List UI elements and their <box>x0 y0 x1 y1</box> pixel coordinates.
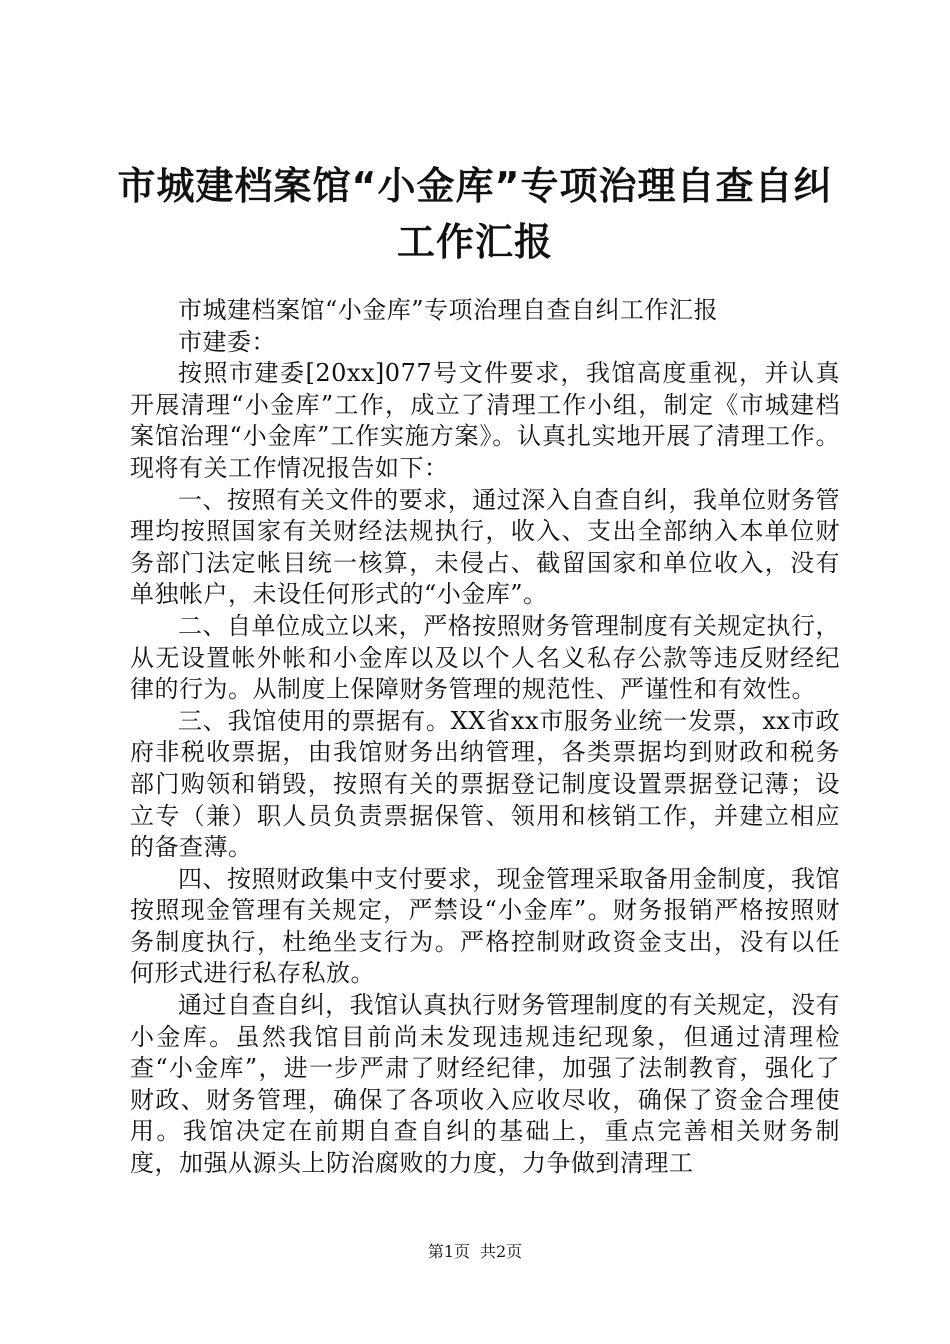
body-heading-line: 市城建档案馆“小金库”专项治理自查自纠工作汇报 <box>178 296 719 324</box>
page-footer <box>0 1242 950 1262</box>
document-title: 市城建档案馆“小金库”专项治理自查自纠工作汇报 <box>117 164 833 264</box>
paragraph-intro: 按照市建委[20xx]077号文件要求，我馆高度重视，并认真开展清理“小金库”工作，成立了清理工作小组，制定《市城建档案馆治理“小金库”工作实施方案》。认真扎实地开展了清理工作。现将有关工作情况报告如下： <box>130 359 840 482</box>
paragraph-item-1: 一、按照有关文件的要求，通过深入自查自纠，我单位财务管理均按照国家有关财经法规执行，收入、支出全部纳入本单位财务部门法定帐目统一核算，未侵占、截留国家和单位收入，没有单独帐户，未设任何形式的“小金库”。 <box>130 485 840 609</box>
page-number-total: 共2页 <box>480 1242 523 1261</box>
page-number-current: 第1页 <box>427 1242 470 1261</box>
paragraph-item-3: 三、我馆使用的票据有。XX省xx市服务业统一发票，xx市政府非税收票据，由我馆财务出纳管理，各类票据均到财政和税务部门购领和销毁，按照有关的票据登记制度设置票据登记薄；设立专（兼）职人员负责票据保管、领用和核销工作，并建立相应的备查薄。 <box>130 706 840 862</box>
salutation: 市建委： <box>178 327 276 356</box>
paragraph-conclusion: 通过自查自纠，我馆认真执行财务管理制度的有关规定，没有小金库。虽然我馆目前尚未发现违规违纪现象，但通过清理检查“小金库”，进一步严肃了财经纪律，加强了法制教育，强化了财政、财务管理，确保了各项收入应收尽收，确保了资金合理使用。我馆决定在前期自查自纠的基础上，重点完善相关财务制度，加强从源头上防治腐败的力度，力争做到清理工 <box>130 991 840 1178</box>
paragraph-item-2: 二、自单位成立以来，严格按照财务管理制度有关规定执行，从无设置帐外帐和小金库以及以个人名义私存公款等违反财经纪律的行为。从制度上保障财务管理的规范性、严谨性和有效性。 <box>130 611 840 704</box>
paragraph-item-4: 四、按照财政集中支付要求，现金管理采取备用金制度，我馆按照现金管理有关规定，严禁设“小金库”。财务报销严格按照财务制度执行，杜绝坐支行为。严格控制财政资金支出，没有以任何形式进行私存私放。 <box>130 864 840 988</box>
document-body <box>130 295 840 1180</box>
